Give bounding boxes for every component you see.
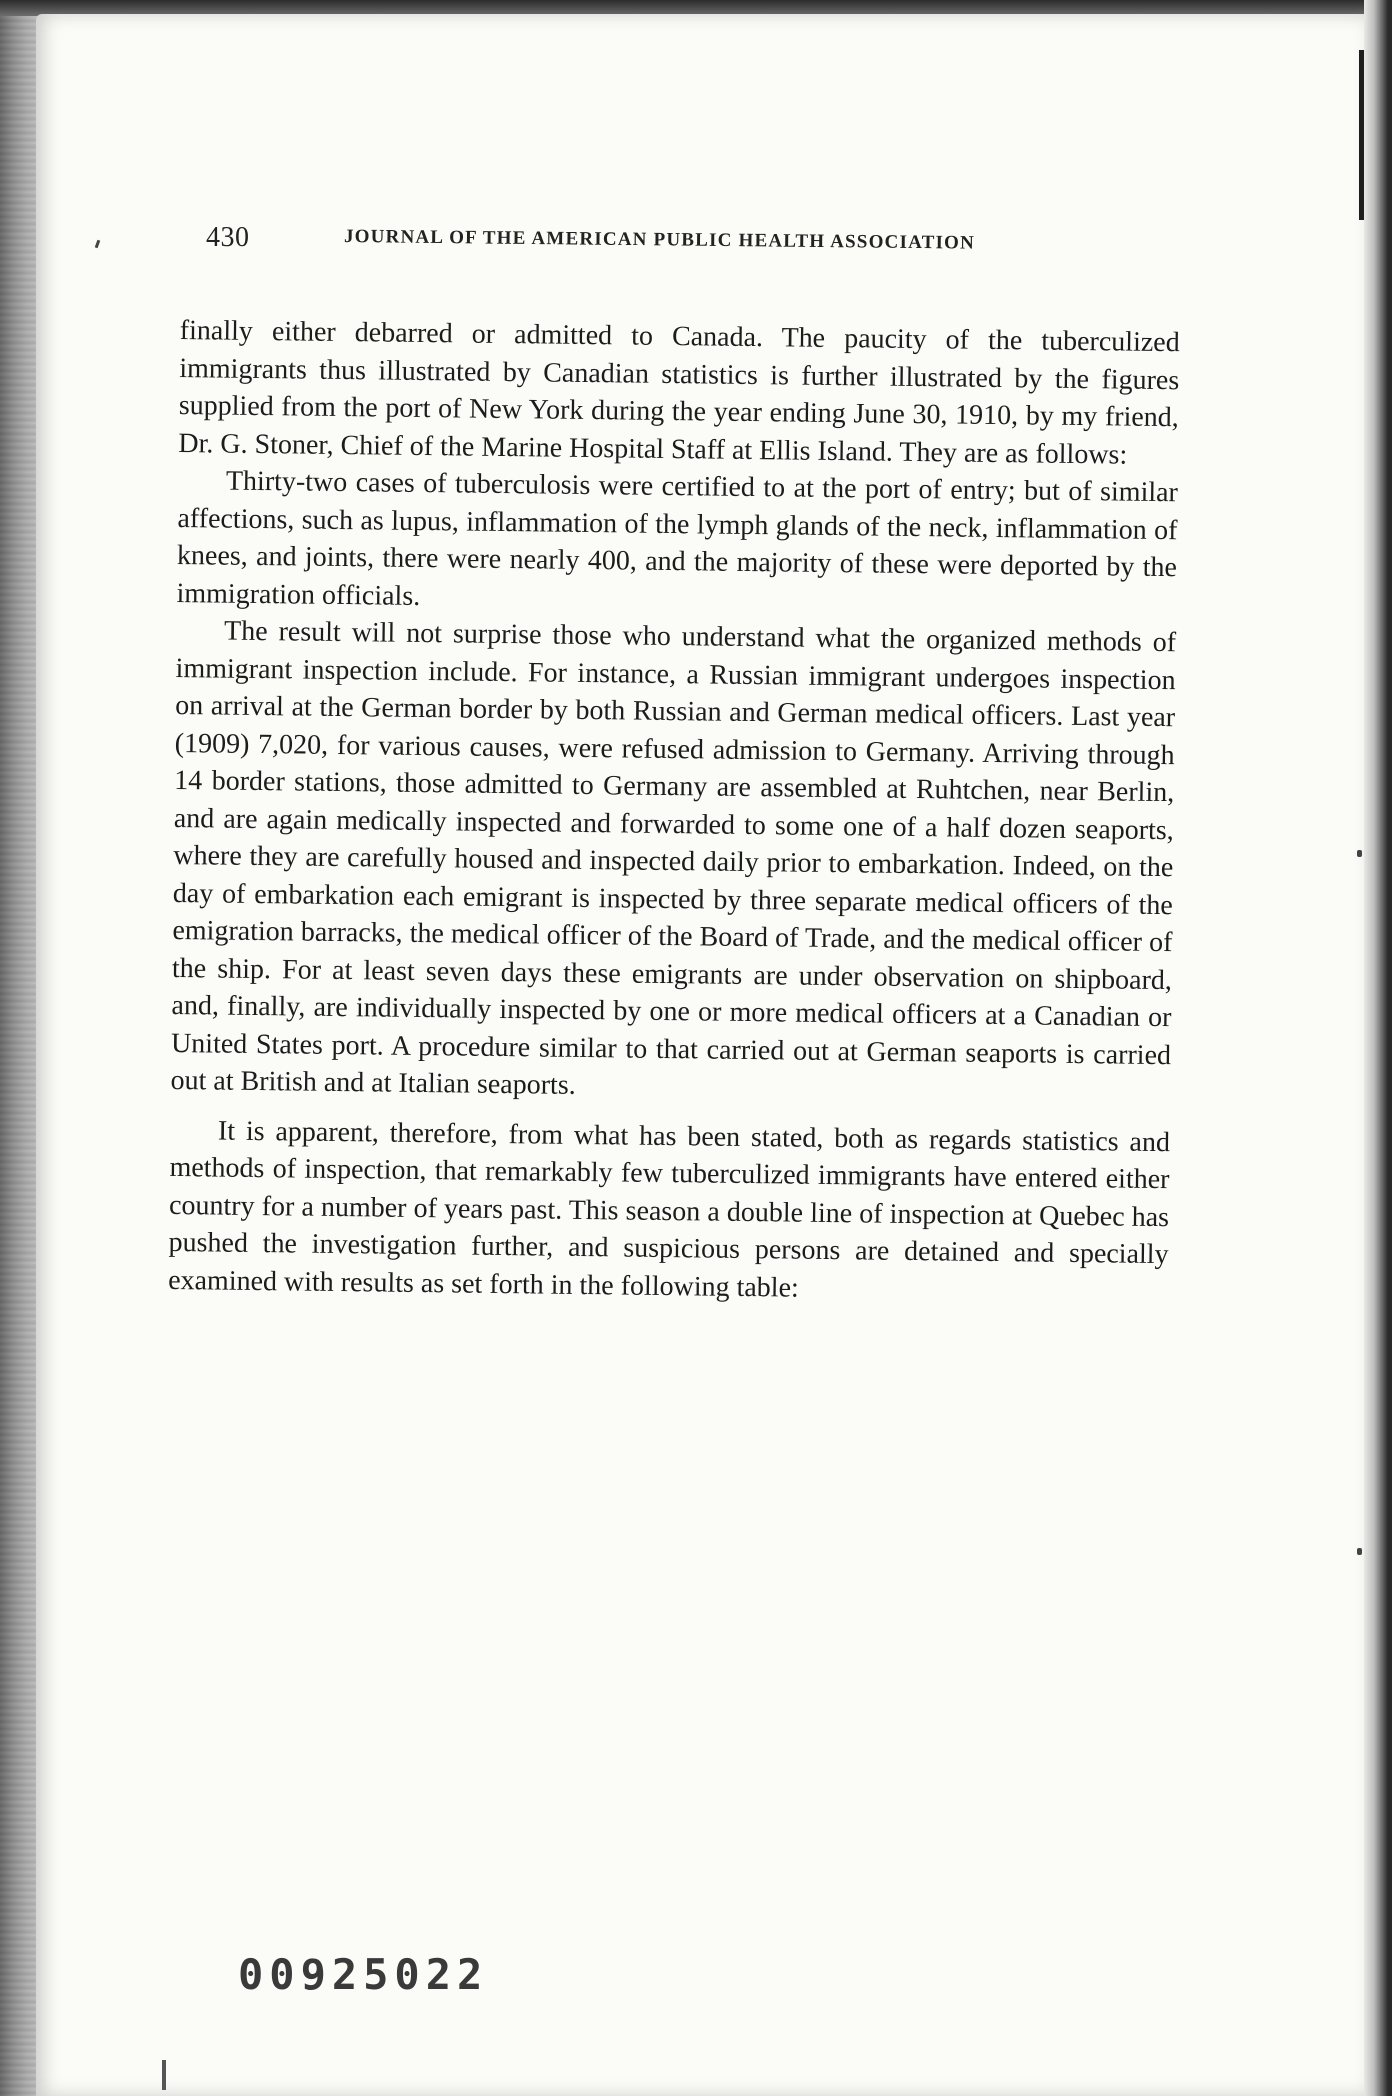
body-text: [168, 312, 1180, 1311]
paragraph: Thirty-two cases of tuberculosis were certified to at the port of entry; but of similar affections, such as lupus, inflammation of the lymph glands of the neck, inflammation of knees, and joints, there were nearly 400, and the majority of these were deported by the immigration officials.: [176, 465, 1179, 612]
paragraph: The result will not surprise those who understand what the organized methods of immigrant inspection include. For instance, a Russian immigrant undergoes inspection on arrival at the German border by both Russian and German medical officers. Last year (1909) 7,020, for various causes, were refused admission to Germany. Arriving through 14 border stations, those admitted to Germany are assembled at Ruhtchen, near Berlin, and are again medically inspected and forwarded to some one of a half dozen seaports, where they are carefully housed and inspected daily prior to embarkation. Indeed, on the day of embarkation each emigrant is inspected by three separate medical officers of the emigration barracks, the medical officer of the Board of Trade, and the medical officer of the ship. For at least seven days these emigrants are under observation on shipboard, and, finally, are individually inspected by one or more medical officers at a Canadian or United States port. A procedure similar to that carried out at German seaports is carried out at British and at Italian seaports.: [170, 615, 1177, 1101]
paragraph: finally either debarred or admitted to Canada. The paucity of the tuberculized immigrants thus illustrated by Canadian statistics is further illustrated by the figures supplied from the port of New York during the year ending June 30, 1910, by my friend, Dr. G. Stoner, Chief of the Marine Hospital Staff at Ellis Island. They are as follows:: [178, 314, 1180, 471]
journal-title: JOURNAL OF THE AMERICAN PUBLIC HEALTH ASSOCIATION: [343, 226, 976, 254]
scan-mark: [1357, 1548, 1362, 1555]
scan-mark: [1357, 850, 1362, 857]
page-number: 430: [206, 222, 250, 253]
scan-mark: [162, 2060, 166, 2090]
paragraph: It is apparent, therefore, from what has been stated, both as regards statistics and methods of inspection, that remarkably few tuberculized immigrants have entered either country for a number of years past. This season a double line of inspection at Quebec has pushed the investigation further, and suspicious persons are detained and specially examined with results as set forth in the following table:: [167, 1115, 1171, 1304]
archive-stamp-number: 00925022: [238, 1950, 489, 1999]
scan-right-edge: [1364, 0, 1392, 2096]
running-header: [206, 222, 1096, 262]
scan-left-edge: [0, 0, 38, 2096]
scan-right-bar: [1359, 50, 1364, 220]
